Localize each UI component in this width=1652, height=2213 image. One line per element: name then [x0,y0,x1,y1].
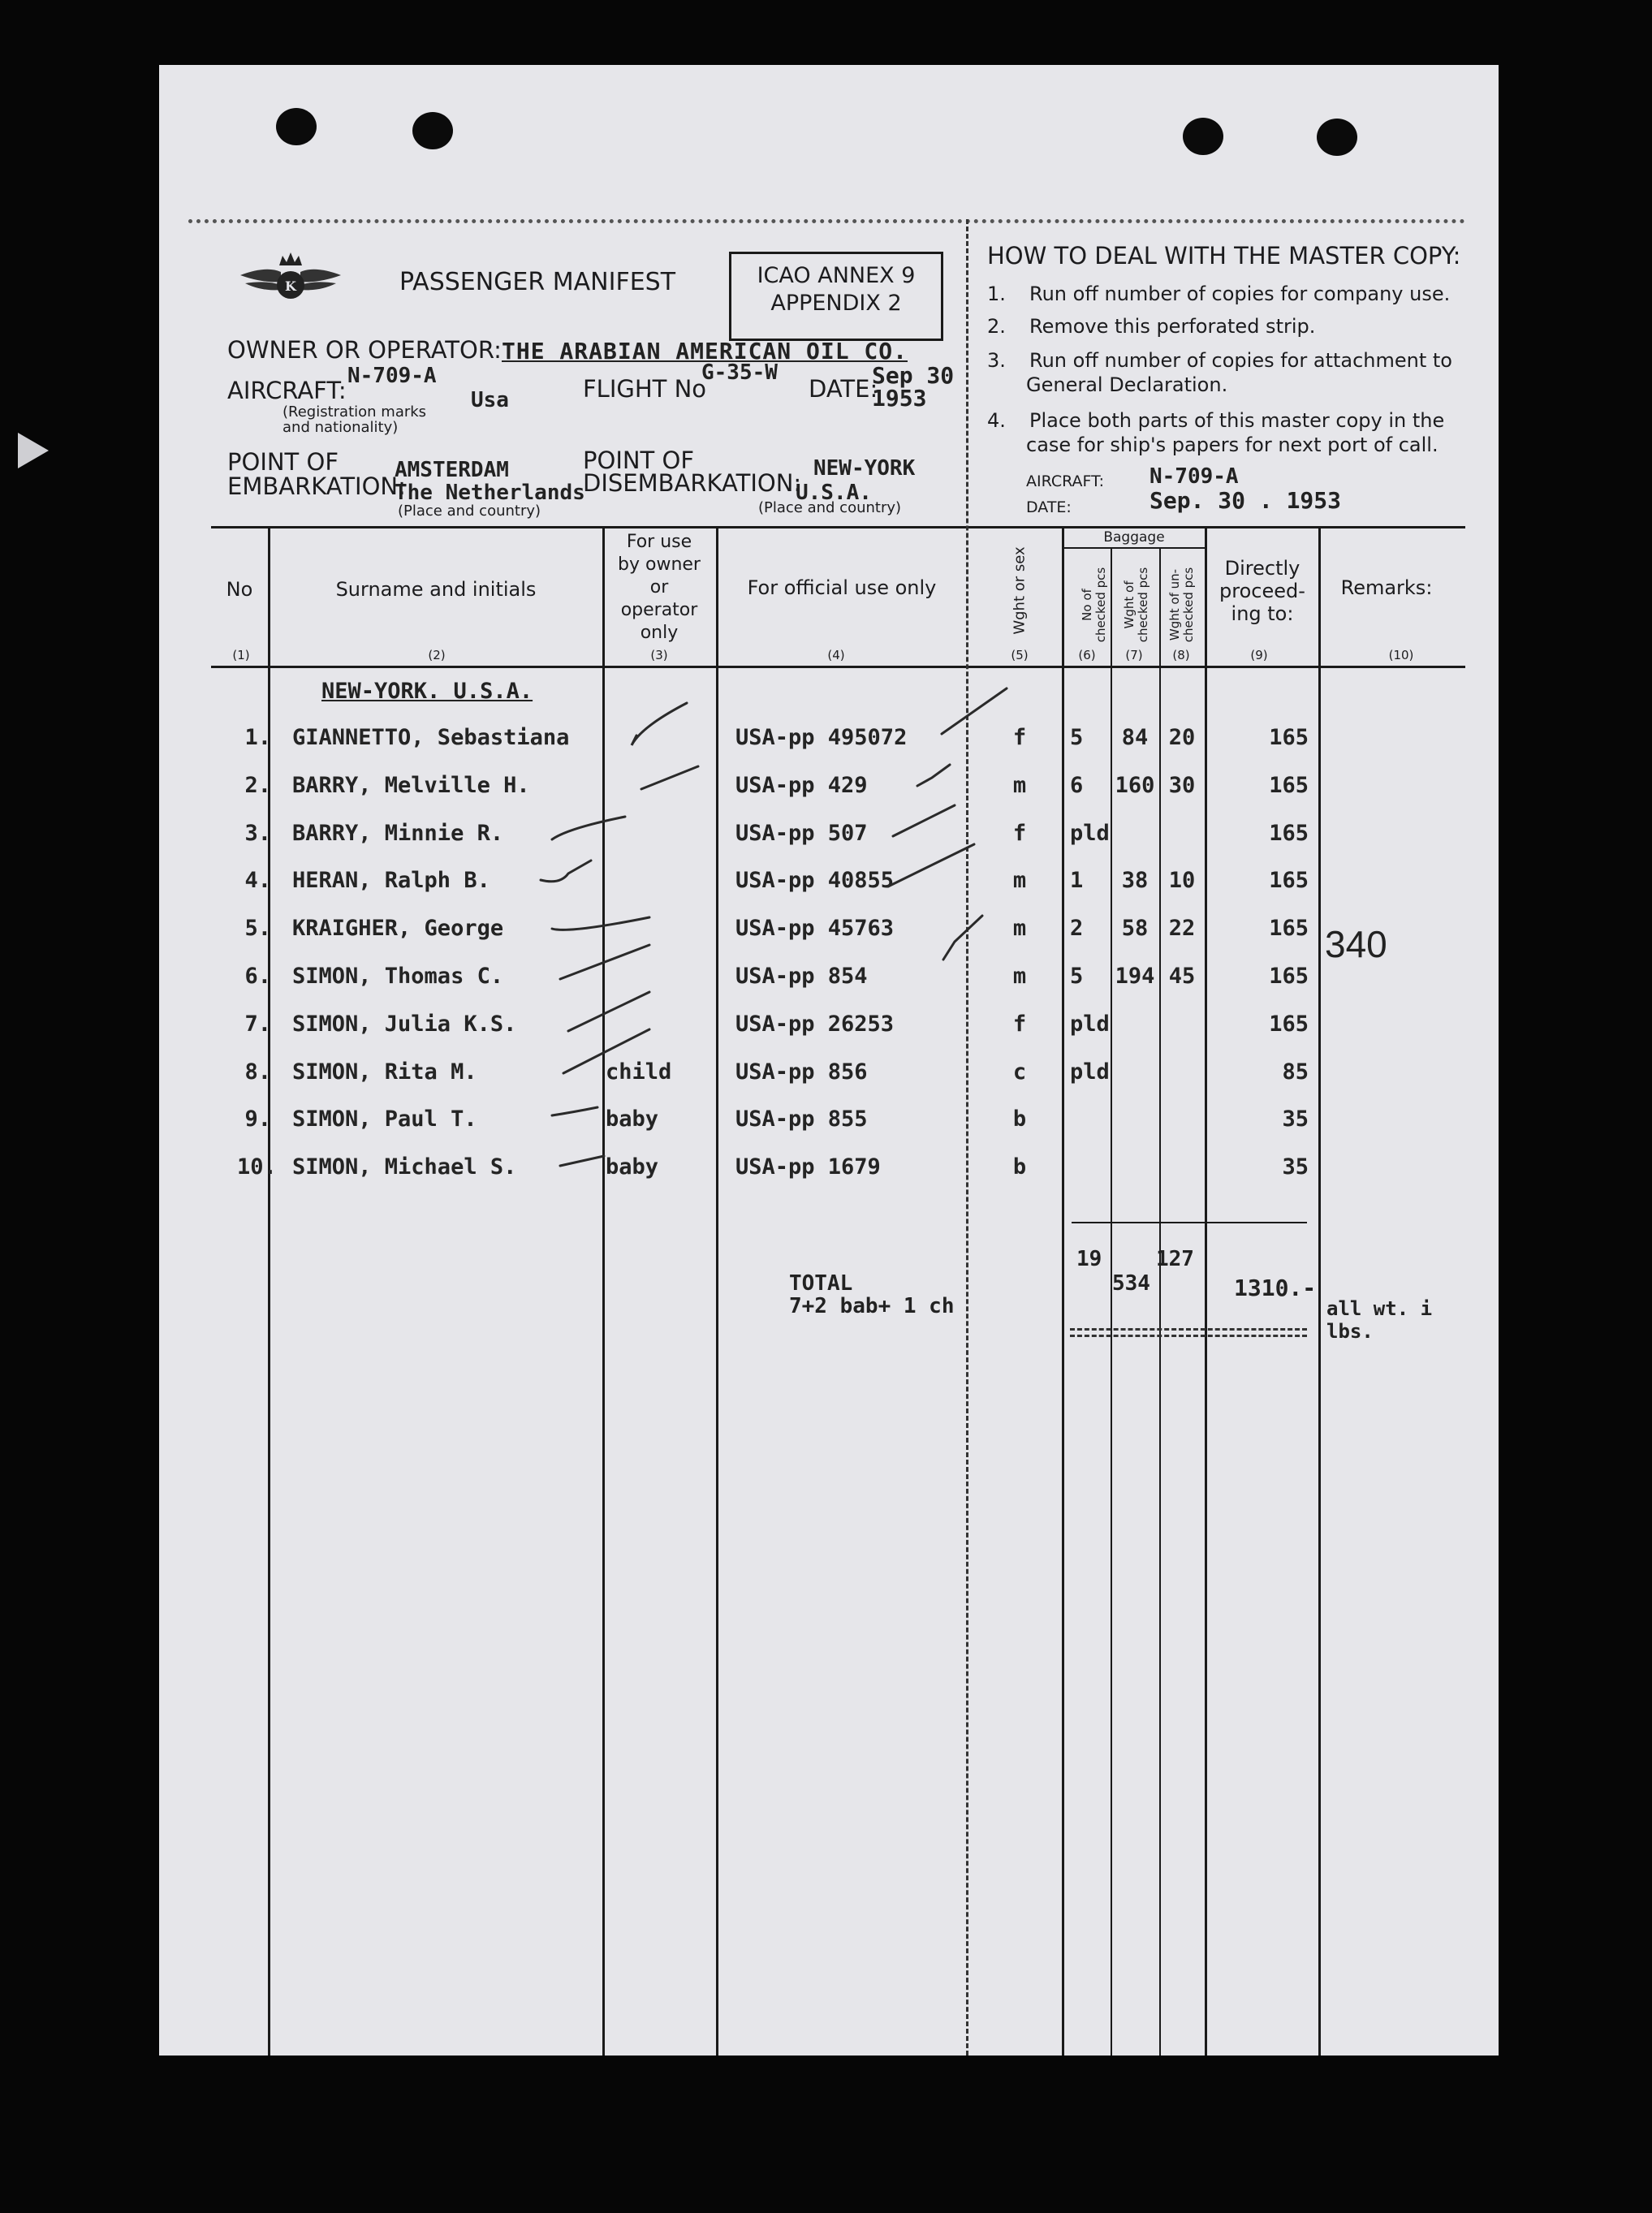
row-proceeding: 165 [1269,772,1309,798]
row-weight-sex: m [1012,772,1027,798]
row-official: USA-pp 854 [735,964,868,989]
row-number: 6. [244,964,271,989]
row-proceeding: 165 [1269,725,1309,750]
row-official: USA-pp 855 [735,1106,868,1132]
fold-line [966,219,968,2056]
registration-note-1: (Registration marks [283,403,427,421]
instruction-1-num: 1. [987,283,1006,305]
row-surname: SIMON, Thomas C. [292,964,504,989]
row-proceeding: 165 [1269,1011,1309,1037]
row-official: USA-pp 507 [735,820,868,846]
row-proceeding: 35 [1282,1106,1309,1132]
remarks-total: 340 [1325,923,1387,965]
total-checked-pcs: 19 [1076,1247,1102,1271]
row-weight-sex: f [1012,725,1027,750]
row-official: USA-pp 40855 [735,868,895,894]
aircraft-value: N-709-A [347,364,437,388]
row-checked-pcs: pld [1070,820,1110,846]
instructions-aircraft-label: AIRCRAFT: [1026,472,1105,490]
row-checked-weight: 58 [1121,916,1149,942]
date-value-1: Sep 30 [872,362,955,389]
instruction-2-num: 2. [987,315,1006,338]
row-checked-weight: 160 [1115,772,1155,798]
embarkation-city: AMSTERDAM [395,458,509,482]
header-baggage: Baggage [1103,529,1165,546]
row-number: 5. [244,916,271,942]
row-official: USA-pp 1679 [735,1154,881,1180]
header-remarks: Remarks: [1340,576,1433,599]
instruction-3-text-2: General Declaration. [1026,373,1228,396]
row-checked-pcs: pld [1070,1011,1110,1037]
column-number: (9) [1250,648,1268,662]
row-weight-sex: m [1012,916,1027,942]
flight-value: G-35-W [701,360,778,385]
row-official: USA-pp 856 [735,1059,868,1085]
instruction-4-text-1: Place both parts of this master copy in the [1029,409,1445,432]
instruction-3-num: 3. [987,349,1006,372]
row-surname: HERAN, Ralph B. [292,868,490,894]
embarkation-place-note: (Place and country) [398,503,541,520]
column-rule [268,528,270,2056]
header-owner-use: For use by owner or operator only [618,532,701,643]
row-number: 2. [244,772,271,798]
row-proceeding: 165 [1269,820,1309,846]
punch-hole [412,112,453,149]
header-proceeding: Directly proceed- ing to: [1219,557,1305,625]
instruction-4-num: 4. [987,409,1006,432]
row-number: 3. [244,820,271,846]
row-surname: BARRY, Minnie R. [292,820,504,846]
owner-label: OWNER OR OPERATOR: [227,336,502,364]
row-surname: SIMON, Paul T. [292,1106,477,1132]
registration-note-2: and nationality) [283,419,399,436]
instructions-heading: HOW TO DEAL WITH THE MASTER COPY: [987,242,1461,270]
row-unchecked-weight: 20 [1168,725,1196,750]
header-checked-weight: Wght of checked pcs [1122,567,1150,643]
destination-heading: NEW-YORK. U.S.A. [321,679,533,704]
disembarkation-place-note: (Place and country) [758,499,902,516]
row-proceeding: 165 [1269,964,1309,989]
total-unchecked-weight: 127 [1156,1247,1194,1271]
row-surname: SIMON, Rita M. [292,1059,477,1085]
icao-annex-box [729,252,943,341]
total-label: TOTAL [789,1271,853,1296]
total-rule [1072,1222,1307,1223]
column-number: (6) [1078,648,1096,662]
row-official: USA-pp 26253 [735,1011,895,1037]
row-checked-weight: 84 [1121,725,1149,750]
row-checked-pcs: 6 [1070,772,1084,798]
row-proceeding: 165 [1269,916,1309,942]
column-number: (1) [232,648,250,662]
row-number: 8. [244,1059,271,1085]
row-weight-sex: m [1012,868,1027,894]
embarkation-country: The Netherlands [395,481,585,505]
header-weight-sex: Wght or sex [1011,546,1029,635]
header-official: For official use only [747,576,937,599]
row-official: USA-pp 45763 [735,916,895,942]
punch-hole [1183,118,1223,155]
baggage-rule [1063,547,1205,549]
column-rule [1205,528,1207,2056]
column-number: (2) [428,648,446,662]
column-number: (4) [827,648,845,662]
row-number: 7. [244,1011,271,1037]
instruction-4-text-2: case for ship's papers for next port of call. [1026,434,1438,456]
row-owner-use: baby [606,1154,659,1180]
column-number: (8) [1172,648,1190,662]
row-number: 10. [237,1154,277,1180]
embarkation-label: EMBARKATION: [227,472,406,500]
row-proceeding: 165 [1269,868,1309,894]
instruction-1-text: Run off number of copies for company use. [1029,283,1451,305]
row-owner-use: baby [606,1106,659,1132]
row-unchecked-weight: 45 [1168,964,1196,989]
header-surname: Surname and initials [335,578,537,601]
date-label: DATE: [809,375,878,403]
row-number: 9. [244,1106,271,1132]
total-proceeding: 1310.- [1234,1275,1317,1301]
disembarkation-point-of: POINT OF [583,446,694,474]
row-checked-pcs: 5 [1070,725,1084,750]
total-detail: 7+2 bab+ 1 ch [789,1294,955,1318]
instructions-date-label: DATE: [1026,498,1072,516]
date-value-2: 1953 [872,385,927,412]
annex-line-2: APPENDIX 2 [770,291,902,316]
row-checked-pcs: 2 [1070,916,1084,942]
owner-value: THE ARABIAN AMERICAN OIL CO. [502,338,908,365]
row-weight-sex: f [1012,820,1027,846]
row-official: USA-pp 429 [735,772,868,798]
column-rule [1062,528,1064,2056]
embarkation-point-of: POINT OF [227,448,339,476]
total-double-rule [1070,1328,1307,1331]
table-top-rule [211,526,1465,528]
row-weight-sex: b [1012,1154,1027,1180]
form-title: PASSENGER MANIFEST [399,268,676,296]
column-rule [602,528,605,2056]
aircraft-nationality: Usa [471,388,509,412]
instruction-3-text-1: Run off number of copies for attachment to [1029,349,1452,372]
row-proceeding: 35 [1282,1154,1309,1180]
row-weight-sex: f [1012,1011,1027,1037]
annex-line-1: ICAO ANNEX 9 [757,263,916,288]
disembarkation-label: DISEMBARKATION: [583,469,802,497]
punch-hole [276,108,317,145]
disembarkation-country: U.S.A. [796,481,872,505]
column-rule [716,528,718,2056]
row-number: 4. [244,868,271,894]
column-number: (7) [1125,648,1143,662]
row-surname: SIMON, Julia K.S. [292,1011,517,1037]
page-marker [18,433,49,468]
row-checked-pcs: pld [1070,1059,1110,1085]
instruction-2-text: Remove this perforated strip. [1029,315,1316,338]
row-checked-weight: 194 [1115,964,1155,989]
row-unchecked-weight: 22 [1168,916,1196,942]
header-bottom-rule [211,666,1465,668]
aircraft-label: AIRCRAFT: [227,377,347,404]
row-surname: KRAIGHER, George [292,916,504,942]
row-unchecked-weight: 10 [1168,868,1196,894]
total-double-rule [1070,1335,1307,1337]
instructions-date-value: Sep. 30 . 1953 [1149,487,1342,514]
remarks-note-1: all wt. i [1326,1297,1433,1320]
row-checked-pcs: 1 [1070,868,1084,894]
perforation-line [188,219,1465,223]
row-checked-pcs: 5 [1070,964,1084,989]
column-rule [1318,528,1321,2056]
total-checked-weight: 534 [1112,1271,1150,1296]
column-number: (3) [650,648,668,662]
airline-logo [234,248,347,313]
row-surname: BARRY, Melville H. [292,772,530,798]
column-number: (10) [1388,648,1414,662]
instructions-aircraft-value: N-709-A [1149,464,1239,489]
svg-text:K: K [285,278,296,294]
header-no: No [226,578,253,601]
punch-hole [1317,119,1357,156]
row-unchecked-weight: 30 [1168,772,1196,798]
row-number: 1. [244,725,271,750]
row-official: USA-pp 495072 [735,725,908,750]
remarks-note-2: lbs. [1326,1320,1374,1343]
header-unchecked-weight: Wght of un- checked pcs [1167,567,1196,643]
row-proceeding: 85 [1282,1059,1309,1085]
row-surname: GIANNETTO, Sebastiana [292,725,570,750]
row-weight-sex: b [1012,1106,1027,1132]
header-checked-pcs: No of checked pcs [1080,567,1108,643]
row-surname: SIMON, Michael S. [292,1154,517,1180]
row-weight-sex: m [1012,964,1027,989]
column-number: (5) [1011,648,1029,662]
disembarkation-city: NEW-YORK [813,456,916,481]
row-weight-sex: c [1012,1059,1027,1085]
row-owner-use: child [606,1059,672,1085]
flight-label: FLIGHT No [583,375,707,403]
row-checked-weight: 38 [1121,868,1149,894]
